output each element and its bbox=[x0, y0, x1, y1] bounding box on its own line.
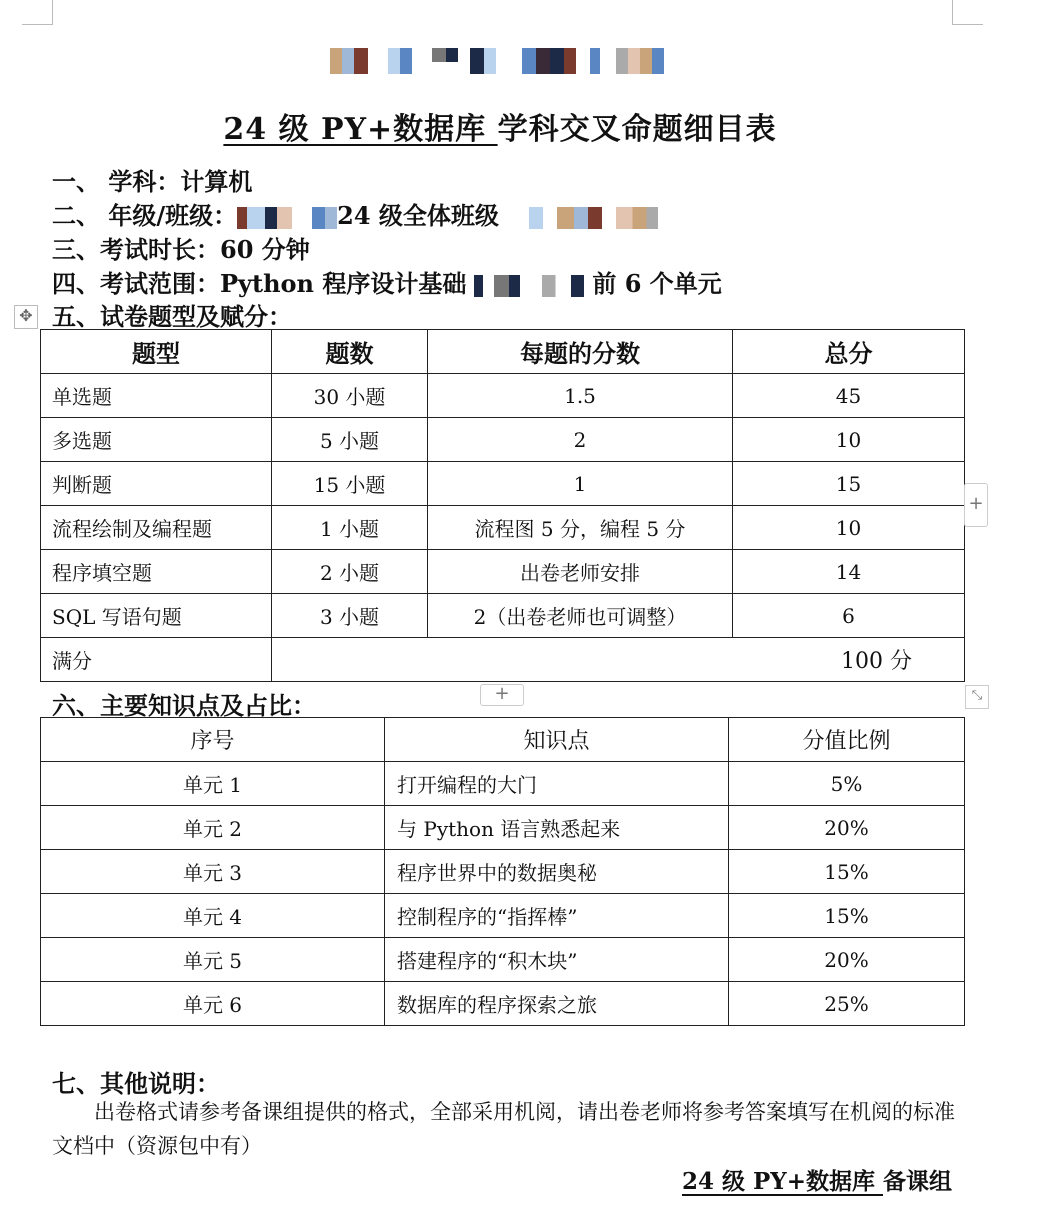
move-icon[interactable]: ✥ bbox=[14, 305, 38, 329]
table-row bbox=[41, 462, 965, 506]
cell-total[interactable]: 10 bbox=[733, 506, 965, 550]
knowledge-point-table bbox=[40, 717, 965, 1026]
info-grade bbox=[52, 196, 669, 231]
cell-count[interactable]: 3 小题 bbox=[272, 594, 428, 638]
cell-knowledge[interactable]: 与 Python 语言熟悉起来 bbox=[385, 806, 729, 850]
redacted-textbook bbox=[474, 275, 584, 297]
table-row bbox=[41, 550, 965, 594]
info-scope-units: 前 6 个单元 bbox=[592, 269, 722, 298]
cell-ratio[interactable]: 25% bbox=[729, 982, 965, 1026]
cell-total-label[interactable]: 满分 bbox=[41, 638, 272, 682]
cell-unit[interactable]: 单元 6 bbox=[41, 982, 385, 1026]
resize-icon[interactable]: ⤡ bbox=[965, 685, 989, 709]
cell-count[interactable]: 1 小题 bbox=[272, 506, 428, 550]
cell-total[interactable]: 45 bbox=[733, 374, 965, 418]
section-question-types: 五、试卷题型及赋分： bbox=[52, 302, 292, 331]
cell-count[interactable]: 15 小题 bbox=[272, 462, 428, 506]
cell-knowledge[interactable]: 搭建程序的“积木块” bbox=[385, 938, 729, 982]
section-other-notes: 七、其他说明： bbox=[52, 1069, 220, 1098]
info-grade-label: 二、 年级/班级： bbox=[52, 201, 238, 230]
info-subject: 一、 学科：计算机 bbox=[52, 167, 253, 196]
signature-course: 24 级 PY+数据库 bbox=[681, 1168, 883, 1195]
page-corner-mark-right bbox=[952, 0, 983, 25]
table-header-row bbox=[41, 330, 965, 374]
cell-unit[interactable]: 单元 5 bbox=[41, 938, 385, 982]
header-ratio: 分值比例 bbox=[729, 718, 965, 762]
cell-per-score[interactable]: 1 bbox=[428, 462, 733, 506]
redacted-header bbox=[330, 48, 664, 74]
cell-per-score[interactable]: 流程图 5 分，编程 5 分 bbox=[428, 506, 733, 550]
question-type-table bbox=[40, 329, 965, 682]
info-scope bbox=[52, 264, 722, 299]
cell-ratio[interactable]: 20% bbox=[729, 938, 965, 982]
cell-total[interactable]: 15 bbox=[733, 462, 965, 506]
cell-ratio[interactable]: 15% bbox=[729, 894, 965, 938]
header-per-score: 每题的分数 bbox=[428, 330, 733, 374]
add-row-icon[interactable]: + bbox=[480, 684, 524, 706]
cell-ratio[interactable]: 15% bbox=[729, 850, 965, 894]
table-row bbox=[41, 850, 965, 894]
table-row bbox=[41, 374, 965, 418]
cell-per-score[interactable]: 2 bbox=[428, 418, 733, 462]
cell-type[interactable]: SQL 写语句题 bbox=[41, 594, 272, 638]
table-row bbox=[41, 418, 965, 462]
table-row bbox=[41, 982, 965, 1026]
cell-total[interactable]: 10 bbox=[733, 418, 965, 462]
table-row bbox=[41, 762, 965, 806]
cell-total-value[interactable]: 100 分 bbox=[272, 638, 965, 682]
title-rest: 学科交叉命题细目表 bbox=[497, 112, 777, 147]
header-total: 总分 bbox=[733, 330, 965, 374]
title-course: 24 级 PY+数据库 bbox=[223, 112, 498, 147]
cell-ratio[interactable]: 20% bbox=[729, 806, 965, 850]
cell-count[interactable]: 30 小题 bbox=[272, 374, 428, 418]
cell-unit[interactable]: 单元 3 bbox=[41, 850, 385, 894]
cell-type[interactable]: 单选题 bbox=[41, 374, 272, 418]
info-duration: 三、考试时长：60 分钟 bbox=[52, 235, 310, 264]
cell-type[interactable]: 流程绘制及编程题 bbox=[41, 506, 272, 550]
header-type: 题型 bbox=[41, 330, 272, 374]
cell-type[interactable]: 程序填空题 bbox=[41, 550, 272, 594]
signature-group: 备课组 bbox=[883, 1168, 952, 1195]
table-row bbox=[41, 594, 965, 638]
cell-per-score[interactable]: 1.5 bbox=[428, 374, 733, 418]
table-row bbox=[41, 806, 965, 850]
cell-knowledge[interactable]: 程序世界中的数据奥秘 bbox=[385, 850, 729, 894]
header-index: 序号 bbox=[41, 718, 385, 762]
note-paragraph: 出卷格式请参考备课组提供的格式，全部采用机阅，请出卷老师将参考答案填写在机阅的标准文档中（资源包中有） bbox=[52, 1100, 955, 1158]
cell-knowledge[interactable]: 打开编程的大门 bbox=[385, 762, 729, 806]
cell-count[interactable]: 2 小题 bbox=[272, 550, 428, 594]
table-row bbox=[41, 894, 965, 938]
cell-type[interactable]: 多选题 bbox=[41, 418, 272, 462]
cell-per-score[interactable]: 出卷老师安排 bbox=[428, 550, 733, 594]
cell-unit[interactable]: 单元 2 bbox=[41, 806, 385, 850]
signature bbox=[656, 1163, 952, 1196]
cell-unit[interactable]: 单元 1 bbox=[41, 762, 385, 806]
cell-count[interactable]: 5 小题 bbox=[272, 418, 428, 462]
document-title bbox=[0, 104, 1000, 148]
cell-per-score[interactable]: 2（出卷老师也可调整） bbox=[428, 594, 733, 638]
cell-ratio[interactable]: 5% bbox=[729, 762, 965, 806]
cell-unit[interactable]: 单元 4 bbox=[41, 894, 385, 938]
info-grade-value: 24 级全体班级 bbox=[337, 201, 499, 230]
header-knowledge: 知识点 bbox=[385, 718, 729, 762]
table-total-row bbox=[41, 638, 965, 682]
table-row bbox=[41, 938, 965, 982]
table-row bbox=[41, 506, 965, 550]
redacted-school bbox=[237, 207, 337, 229]
cell-knowledge[interactable]: 控制程序的“指挥棒” bbox=[385, 894, 729, 938]
table-header-row bbox=[41, 718, 965, 762]
cell-type[interactable]: 判断题 bbox=[41, 462, 272, 506]
section-knowledge-points: 六、主要知识点及占比： bbox=[52, 691, 316, 720]
cell-total[interactable]: 6 bbox=[733, 594, 965, 638]
cell-total[interactable]: 14 bbox=[733, 550, 965, 594]
redacted-note bbox=[529, 207, 669, 229]
page-corner-mark-left bbox=[22, 0, 53, 25]
add-column-icon[interactable]: + bbox=[964, 483, 988, 527]
cell-knowledge[interactable]: 数据库的程序探索之旅 bbox=[385, 982, 729, 1026]
header-count: 题数 bbox=[272, 330, 428, 374]
info-scope-label: 四、考试范围：Python 程序设计基础 bbox=[52, 269, 467, 298]
